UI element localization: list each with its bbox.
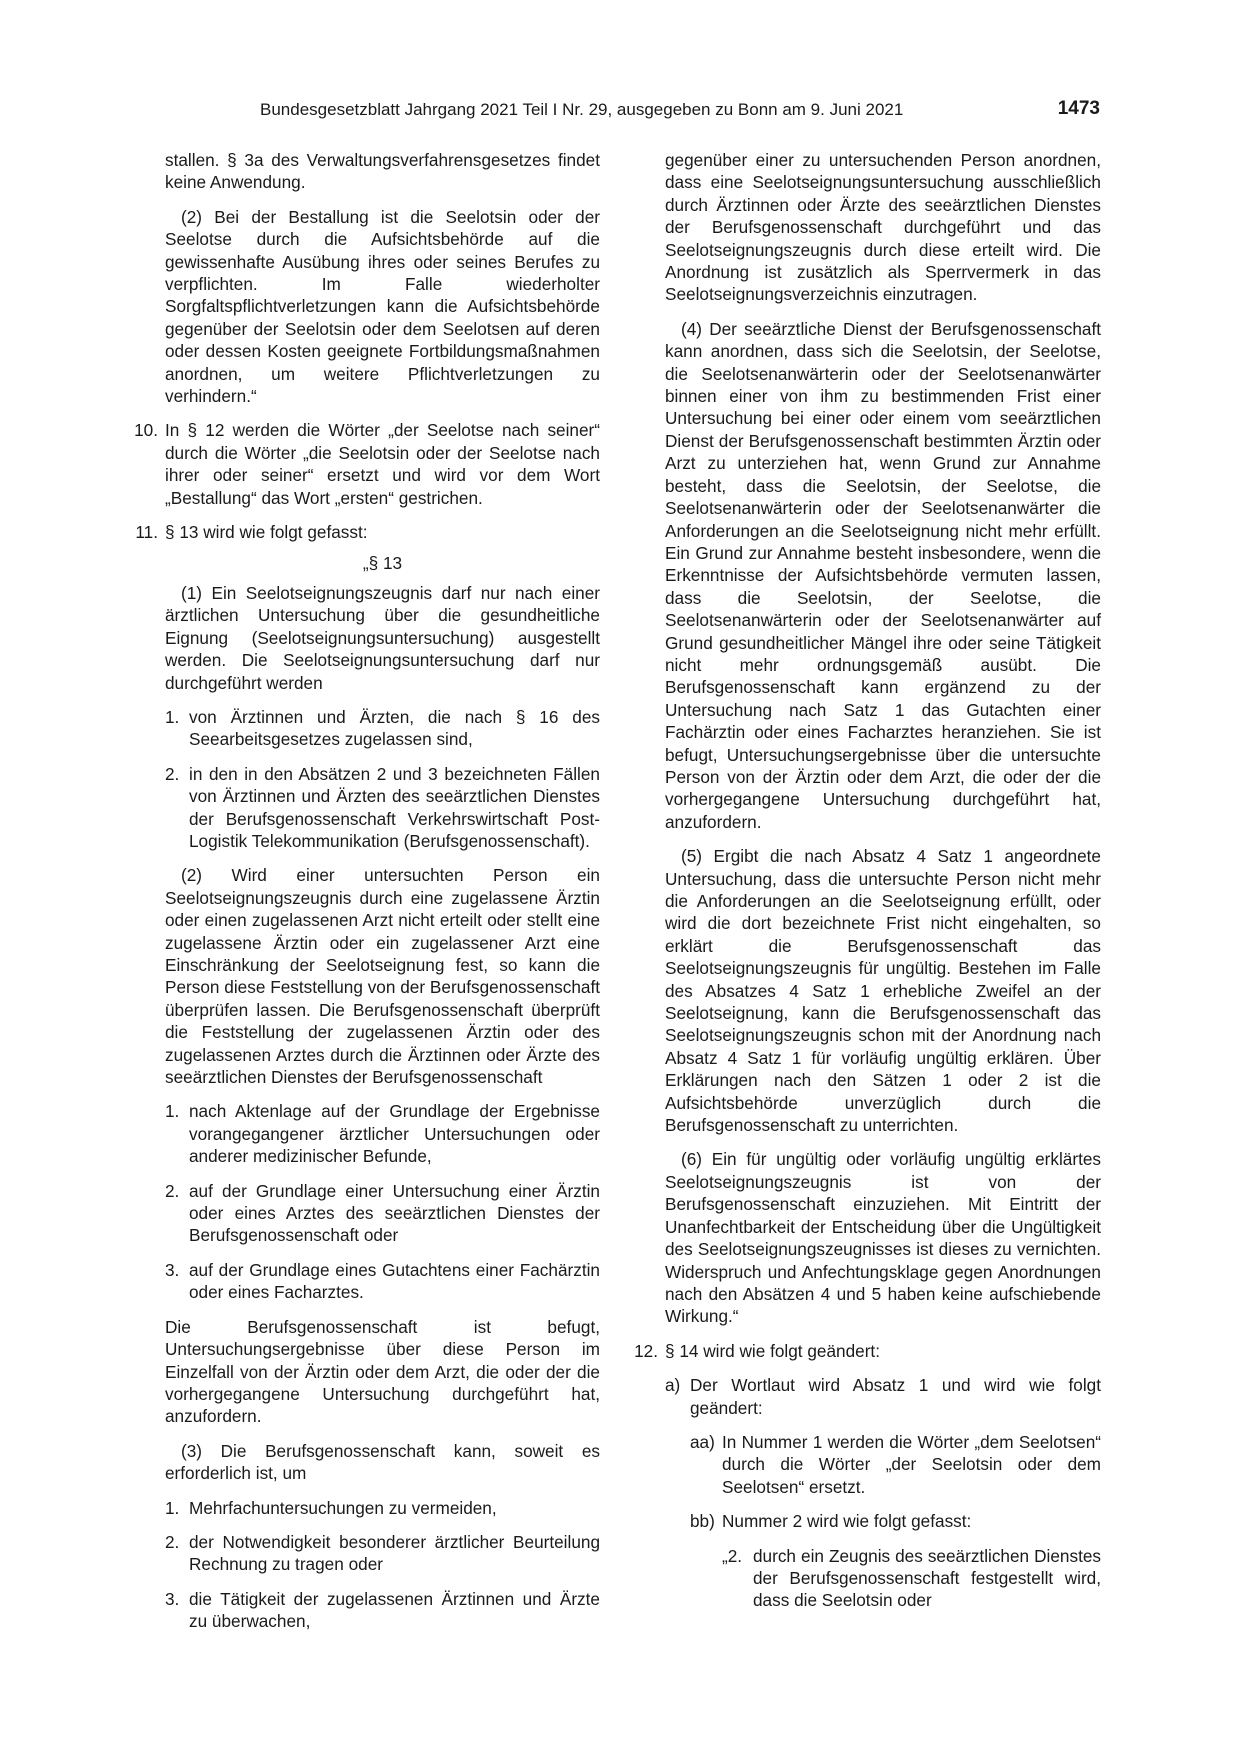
item-letter: a) (665, 1375, 681, 1396)
item-number: 2. (165, 1180, 180, 1201)
item-text: In § 12 werden die Wörter „der Seelotse nach seiner“ durch die Wörter „die Seelotsin oder der Seelotse nach ihrer oder seiner“ ersetzt und wird vor dem Wort „Bestallung“ das Wort „ersten“ gestrichen. (165, 420, 600, 508)
section-title: „§ 13 (362, 552, 403, 573)
paragraph-continuation: gegenüber einer zu untersuchenden Person anordnen, dass eine Seelotseignungsuntersuchung ausschließlich durch Ärztinnen oder Ärzte des seeärztlichen Dienstes der Berufsgenossenschaft durchgeführt und das Seelotseignungszeugnis durch diese erteilt wird. Die Anordnung ist zusätzlich als Sperrvermerk in das Seelotseignungsverzeichnis einzutragen. (665, 150, 1101, 305)
paragraph-continuation: stallen. § 3a des Verwaltungsverfahrensgesetzes findet keine Anwendung. (165, 150, 600, 193)
item-text: § 13 wird wie folgt gefasst: (165, 522, 368, 543)
left-column (134, 149, 600, 1645)
item-text: in den in den Absätzen 2 und 3 bezeichneten Fällen von Ärztinnen und Ärzten des seeärztlichen Dienstes der Berufsgenossenschaft Verkehrswirtschaft Post-Logistik Telekommunikation (Berufsgenossenschaft). (189, 763, 600, 851)
item-number: 1. (165, 706, 180, 727)
item-number: 2. (165, 1531, 180, 1552)
item-text: Nummer 2 wird wie folgt gefasst: (722, 1511, 972, 1532)
section-paragraph-6: (6) Ein für ungültig oder vorläufig ungültig erklärtes Seelotseignungszeugnis ist von der Berufsgenossenschaft einzuziehen. Mit Eintritt der Unanfechtbarkeit der Entscheidung über die Ungültigkeit des Seelotseignungszeugnisses ist dieses zu vernichten. Widerspruch und Anfechtungsklage gegen Anordnungen nach den Absätzen 4 und 5 haben keine aufschiebende Wirkung.“ (665, 1149, 1101, 1327)
item-letter: aa) (690, 1431, 715, 1452)
item-number: 3. (165, 1588, 180, 1609)
item-number: 11. (135, 522, 158, 543)
item-number: 10. (134, 420, 158, 441)
item-text: § 14 wird wie folgt geändert: (665, 1340, 880, 1361)
section-paragraph-3: (3) Die Berufsgenossenschaft kann, soweit es erforderlich ist, um (165, 1440, 600, 1484)
item-text: der Notwendigkeit besonderer ärztlicher Beurteilung Rechnung zu tragen oder (189, 1531, 600, 1575)
list-item (165, 1180, 600, 1247)
item-text: auf der Grundlage eines Gutachtens einer Fachärztin oder eines Facharztes. (189, 1259, 600, 1303)
list-item (165, 1588, 600, 1633)
list-item (165, 1100, 600, 1167)
section-paragraph-4: (4) Der seeärztliche Dienst der Berufsgenossenschaft kann anordnen, dass sich die Seelotsin, der Seelotse, die Seelotsenanwärterin oder der Seelotsenanwärter binnen einer von ihm zu bestimmenden Frist einer Untersuchung bei einer oder einem vom seeärztlichen Dienst der Berufsgenossenschaft bestimmten Ärztin oder Arzt zu unterziehen hat, wenn Grund zur Annahme besteht, dass die Seelotsin, der Seelotse, die Seelotsenanwärterin oder der Seelotsenanwärter die Anforderungen an die Seelotseignung nicht mehr erfüllt. Ein Grund zur Annahme besteht insbesondere, wenn die Erkenntnisse der Aufsichtsbehörde vermuten lassen, dass die Seelotsin, der Seelotse, die Seelotsenanwärterin oder der Seelotsenanwärter auf Grund gesundheitlicher Mängel ihre oder seine Tätigkeit nicht mehr ordnungsgemäß ausübt. Die Berufsgenossenschaft kann ergänzend zu der Untersuchung nach Satz 1 das Gutachten einer Fachärztin oder eines Facharztes heranziehen. Sie ist befugt, Untersuchungsergebnisse über die untersuchte Person von der Ärztin oder dem Arzt, die oder der die vorhergegangene Untersuchung durchgeführt hat, anzufordern. (665, 318, 1101, 832)
item-text: In Nummer 1 werden die Wörter „dem Seelotsen“ durch die Wörter „der Seelotsin oder dem Seelotsen“ ersetzt. (722, 1431, 1101, 1497)
section-paragraph-2-end: Die Berufsgenossenschaft ist befugt, Untersuchungsergebnisse über diese Person im Einzelfall von der Ärztin oder dem Arzt, die oder der die vorhergegangene Untersuchung durchgeführt hat, anzufordern. (165, 1316, 600, 1427)
page-number: 1473 (1057, 98, 1100, 119)
paragraph-bestallung: (2) Bei der Bestallung ist die Seelotsin oder der Seelotse durch die Aufsichtsbehörde auf die gewissenhafte Ausübung ihres oder seines Berufes zu verpflichten. Im Falle wiederholter Sorgfaltspflichtverletzungen kann die Aufsichtsbehörde gegenüber der Seelotsin oder dem Seelotsen auf deren oder dessen Kosten geeignete Fortbildungsmaßnahmen anordnen, um weitere Pflichtverletzungen zu verhindern.“ (165, 206, 600, 407)
page-header (165, 98, 1100, 122)
item-number: 1. (165, 1497, 180, 1518)
list-item-12 (634, 1340, 1101, 1362)
item-letter: bb) (690, 1511, 715, 1532)
item-number: 3. (165, 1259, 180, 1280)
item-text: Mehrfachuntersuchungen zu vermeiden, (189, 1497, 497, 1518)
list-item-11 (135, 521, 600, 543)
item-number: 2. (165, 763, 180, 784)
item-text: nach Aktenlage auf der Grundlage der Ergebnisse vorangegangener ärztlicher Untersuchungen oder anderer medizinischer Befunde, (189, 1101, 600, 1167)
item-text: die Tätigkeit der zugelassenen Ärztinnen und Ärzte zu überwachen, (189, 1588, 600, 1632)
list-item-bb (665, 1510, 1101, 1532)
item-text: Der Wortlaut wird Absatz 1 und wird wie folgt geändert: (690, 1375, 1101, 1418)
list-item (165, 1259, 600, 1304)
list-item-10 (134, 419, 600, 509)
list-item (165, 1531, 600, 1576)
item-number: „2. (722, 1545, 743, 1566)
item-number: 1. (165, 1101, 180, 1122)
right-column (634, 149, 1101, 1624)
list-item (165, 1497, 600, 1519)
list-item-aa (665, 1431, 1101, 1498)
section-paragraph-5: (5) Ergibt die nach Absatz 4 Satz 1 angeordnete Untersuchung, dass die untersuchte Person nicht mehr die Anforderungen an die Seelotseignung erfüllt, oder wird die dort bezeichnete Frist nicht eingehalten, so erklärt die Berufsgenossenschaft das Seelotseignungszeugnis für ungültig. Bestehen im Falle des Absatzes 4 Satz 1 erhebliche Zweifel an der Seelotseignung, kann die Berufsgenossenschaft das Seelotseignungszeugnis schon mit der Anordnung nach Absatz 4 Satz 1 für vorläufig ungültig erklären. Über Erklärungen nach den Sätzen 1 oder 2 ist die Aufsichtsbehörde unverzüglich durch die Berufsgenossenschaft zu unterrichten. (665, 846, 1101, 1136)
item-text: auf der Grundlage einer Untersuchung einer Ärztin oder eines Arztes des seeärztlichen Dienstes der Berufsgenossenschaft oder (189, 1180, 600, 1246)
list-item (165, 763, 600, 853)
running-head: Bundesgesetzblatt Jahrgang 2021 Teil I Nr. 29, ausgegeben zu Bonn am 9. Juni 2021 (260, 100, 904, 119)
quoted-item-2 (665, 1545, 1101, 1612)
section-paragraph-1: (1) Ein Seelotseignungszeugnis darf nur nach einer ärztlichen Untersuchung über die gesundheitliche Eignung (Seelotseignungsuntersuchung) ausgestellt werden. Die Seelotseignungsuntersuchung darf nur durchgeführt werden (165, 582, 600, 693)
section-paragraph-2: (2) Wird einer untersuchten Person ein Seelotseignungszeugnis durch eine zugelassene Ärztin oder einen zugelassenen Arzt nicht erteilt oder stellt eine zugelassene Ärztin oder ein zugelassener Arzt eine Einschränkung der Seelotseignung fest, so kann die Person diese Feststellung von der Berufsgenossenschaft überprüfen lassen. Die Berufsgenossenschaft überprüft die Feststellung der zugelassenen Ärztin oder des zugelassenen Arztes durch die Ärztinnen oder Ärzte des seeärztlichen Dienstes der Berufsgenossenschaft (165, 865, 600, 1088)
item-number: 12. (634, 1340, 658, 1361)
item-text: durch ein Zeugnis des seeärztlichen Dienstes der Berufsgenossenschaft festgestellt wird, dass die Seelotsin oder (753, 1545, 1101, 1611)
item-text: von Ärztinnen und Ärzten, die nach § 16 des Seearbeitsgesetzes zugelassen sind, (189, 706, 600, 750)
list-item-a (665, 1374, 1101, 1419)
list-item (165, 706, 600, 751)
